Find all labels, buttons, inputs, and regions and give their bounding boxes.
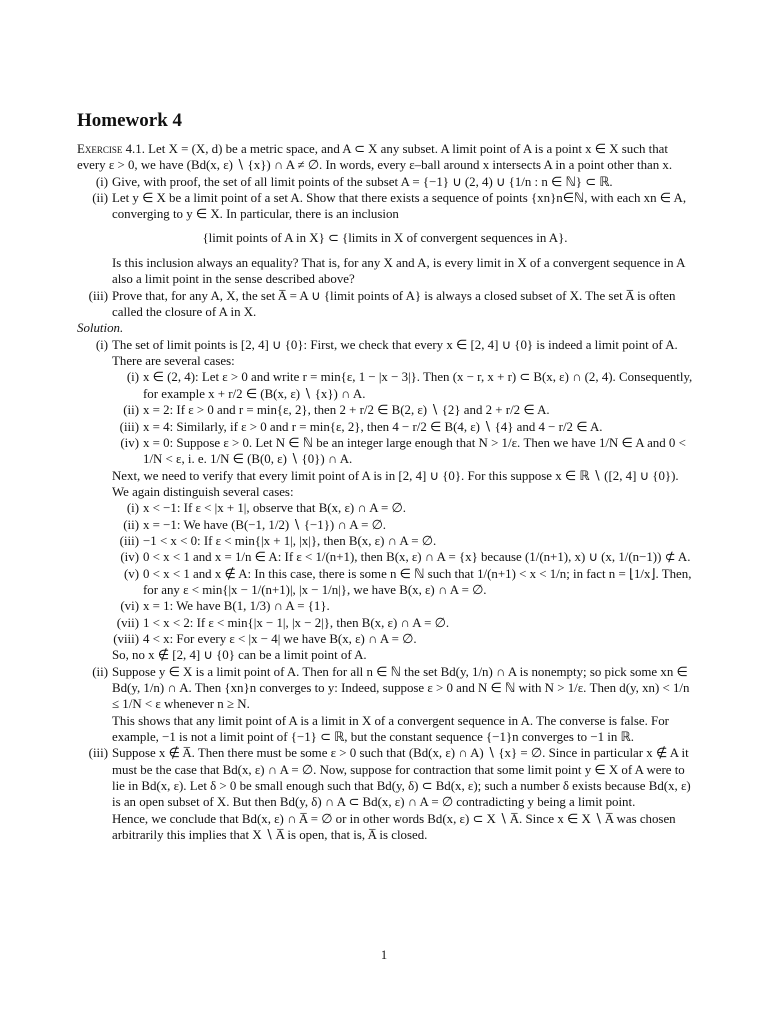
document-body: [77, 141, 693, 843]
solution-i-conclusion: So, no x ∉ [2, 4] ∪ {0} can be a limit point of A.: [112, 648, 367, 663]
case-item: [77, 598, 693, 614]
part-label: (i): [95, 337, 108, 352]
page-number: 1: [380, 948, 388, 962]
case-text: x = 0: Suppose ε > 0. Let N ∈ ℕ be an integer large enough that N > 1/ε. Then we have 1/N ∈ A and 0 < 1/N < ε, i. e. 1/N ∈ (B(0, ε) ∖ {0}) ∩ A.: [143, 435, 686, 467]
case-label: (v): [123, 566, 139, 581]
case-label: (iii): [119, 419, 139, 434]
inclusion-question: Is this inclusion always an equality? That is, for any X and A, is every limit in X of a convergent sequence in A also a limit point in the sense described above?: [112, 256, 685, 287]
exercise-part-ii: [77, 190, 693, 223]
case-label: (i): [126, 370, 139, 385]
part-text: Prove that, for any A, X, the set A̅ = A ∪ {limit points of A} is always a closed subset of X. The set A̅ is often called the closure of A in X.: [112, 288, 676, 320]
part-text: Suppose y ∈ X is a limit point of A. Then for all n ∈ ℕ the set Bd(y, 1/n) ∩ A is nonempty; so pick some xn ∈ Bd(y, 1/n) ∩ A. Then {xn}n converges to y: Indeed, suppose ε > 0 and N ∈ ℕ with N > 1/ε. Then d(y, xn) < 1/n ≤ 1/N < ε whenever n ≥ N.: [112, 664, 690, 712]
case-label: (ii): [123, 517, 139, 532]
exercise-part-i: [77, 174, 693, 190]
case-text: −1 < x < 0: If ε < min{|x + 1|, |x|}, then B(x, ε) ∩ A = ∅.: [143, 533, 437, 548]
case-label: (iv): [120, 550, 139, 565]
solution-iii-conclusion: Hence, we conclude that Bd(x, ε) ∩ A̅ = ∅ or in other words Bd(x, ε) ⊂ X ∖ A̅. Since x ∈ X ∖ A̅ was chosen arbitrarily this implies that X ∖ A̅ is open, that is, A̅ is closed.: [112, 811, 676, 843]
solution-ii-converse: This shows that any limit point of A is a limit in X of a convergent sequence in A. The converse is false. For example, −1 is not a limit point of {−1} ⊂ ℝ, but the constant sequence {−1}n converges to −1 in ℝ.: [112, 713, 669, 745]
part-label: (ii): [92, 664, 108, 679]
exercise-label: Exercise 4.1.: [77, 142, 145, 156]
case-label: (i): [126, 501, 139, 516]
case-text: x < −1: If ε < |x + 1|, observe that B(x, ε) ∩ A = ∅.: [143, 501, 406, 516]
solution-part-i: [77, 337, 693, 370]
case-text: x ∈ (2, 4): Let ε > 0 and write r = min{ε, 1 − |x − 3|}. Then (x − r, x + r) ⊂ B(x, ε) ∩ (2, 4). Consequently, for example x + r/2 ∈ (B(x, ε) ∖ {x}) ∩ A.: [143, 370, 693, 401]
solution-part-ii: [77, 664, 693, 713]
case-text: x = 1: We have B(1, 1/3) ∩ A = {1}.: [143, 599, 330, 614]
case-text: x = 2: If ε > 0 and r = min{ε, 2}, then 2 + r/2 ∈ B(2, ε) ∖ {2} and 2 + r/2 ∈ A.: [143, 403, 550, 418]
part-label: (ii): [92, 191, 108, 206]
case-label: (viii): [113, 631, 139, 646]
part-text: The set of limit points is [2, 4] ∪ {0}: First, we check that every x ∈ [2, 4] ∪ {0} is indeed a limit point of A. There are several cases:: [112, 337, 678, 369]
solution-label: Solution.: [77, 321, 124, 336]
part-text: Suppose x ∉ A̅. Then there must be some ε > 0 such that (Bd(x, ε) ∩ A) ∖ {x} = ∅. Since in particular x ∉ A it must be the case that Bd(x, ε) ∩ A = ∅. Now, suppose for contraction that some limit point y ∈ X of A were to lie in Bd(x, ε). Let δ > 0 be small enough such that Bd(y, δ) ⊂ Bd(x, ε); such a number δ exists because Bd(x, ε) is an open subset of X. But then Bd(y, δ) ∩ A ⊂ Bd(x, ε) ∩ A = ∅ contradicting y being a limit point.: [112, 746, 691, 810]
case-text: 0 < x < 1 and x ∉ A: In this case, there is some n ∈ ℕ such that 1/(n+1) < x < 1/n; in fact n = ⌊1/x⌋. Then, for any ε < min{|x − 1/(n+1)|, |x − 1/n|}, we have B(x, ε) ∩ A = ∅.: [143, 566, 692, 597]
case-item: [77, 549, 693, 565]
exercise-part-iii: [77, 288, 693, 321]
case-label: (vii): [116, 615, 139, 630]
case-label: (vi): [120, 599, 139, 614]
part-label: (i): [95, 174, 108, 189]
part-label: (iii): [88, 288, 108, 303]
solution-next-paragraph: Next, we need to verify that every limit point of A is in [2, 4] ∪ {0}. For this suppose x ∈ ℝ ∖ ([2, 4] ∪ {0}). We again distinguish several cases:: [112, 468, 679, 499]
case-item: [77, 402, 693, 418]
exercise-statement: [77, 141, 693, 174]
case-label: (iv): [120, 435, 139, 450]
solution-part-iii: [77, 745, 693, 810]
part-text: Let y ∈ X be a limit point of a set A. Show that there exists a sequence of points {xn}n∈ℕ, with each xn ∈ A, converging to y ∈ X. In particular, there is an inclusion: [112, 191, 687, 222]
case-item: [77, 369, 693, 402]
case-item: [77, 566, 693, 599]
page-title: Homework 4: [77, 110, 183, 131]
case-item: [77, 435, 693, 468]
part-text: Give, with proof, the set of all limit points of the subset A = {−1} ∪ (2, 4) ∪ {1/n : n ∈ ℕ} ⊂ ℝ.: [112, 174, 613, 189]
case-item: [77, 500, 693, 516]
case-item: [77, 533, 693, 549]
case-text: 0 < x < 1 and x = 1/n ∈ A: If ε < 1/(n+1), then B(x, ε) ∩ A = {x} because (1/(n+1), x) ∪ (x, 1/(n−1)) ⊄ A.: [143, 550, 691, 565]
case-item: [77, 419, 693, 435]
case-item: [77, 631, 693, 647]
case-text: x = −1: We have (B(−1, 1/2) ∖ {−1}) ∩ A = ∅.: [143, 517, 387, 532]
case-text: 4 < x: For every ε < |x − 4| we have B(x, ε) ∩ A = ∅.: [143, 631, 417, 646]
case-item: [77, 517, 693, 533]
part-label: (iii): [88, 746, 108, 761]
case-text: 1 < x < 2: If ε < min{|x − 1|, |x − 2|}, then B(x, ε) ∩ A = ∅.: [143, 615, 450, 630]
exercise-text: Let X = (X, d) be a metric space, and A ⊂ X any subset. A limit point of A is a point x ∈ X such that every ε > 0, we have (Bd(x, ε) ∖ {x}) ∩ A ≠ ∅. In words, every ε–ball around x intersects A in a point other than x.: [77, 142, 673, 173]
case-label: (iii): [119, 533, 139, 548]
case-label: (ii): [123, 403, 139, 418]
case-item: [77, 615, 693, 631]
case-text: x = 4: Similarly, if ε > 0 and r = min{ε, 2}, then 4 − r/2 ∈ B(4, ε) ∖ {4} and 4 − r/2 ∈ A.: [143, 419, 603, 434]
inclusion-display: {limit points of A in X} ⊂ {limits in X of convergent sequences in A}.: [202, 230, 568, 245]
